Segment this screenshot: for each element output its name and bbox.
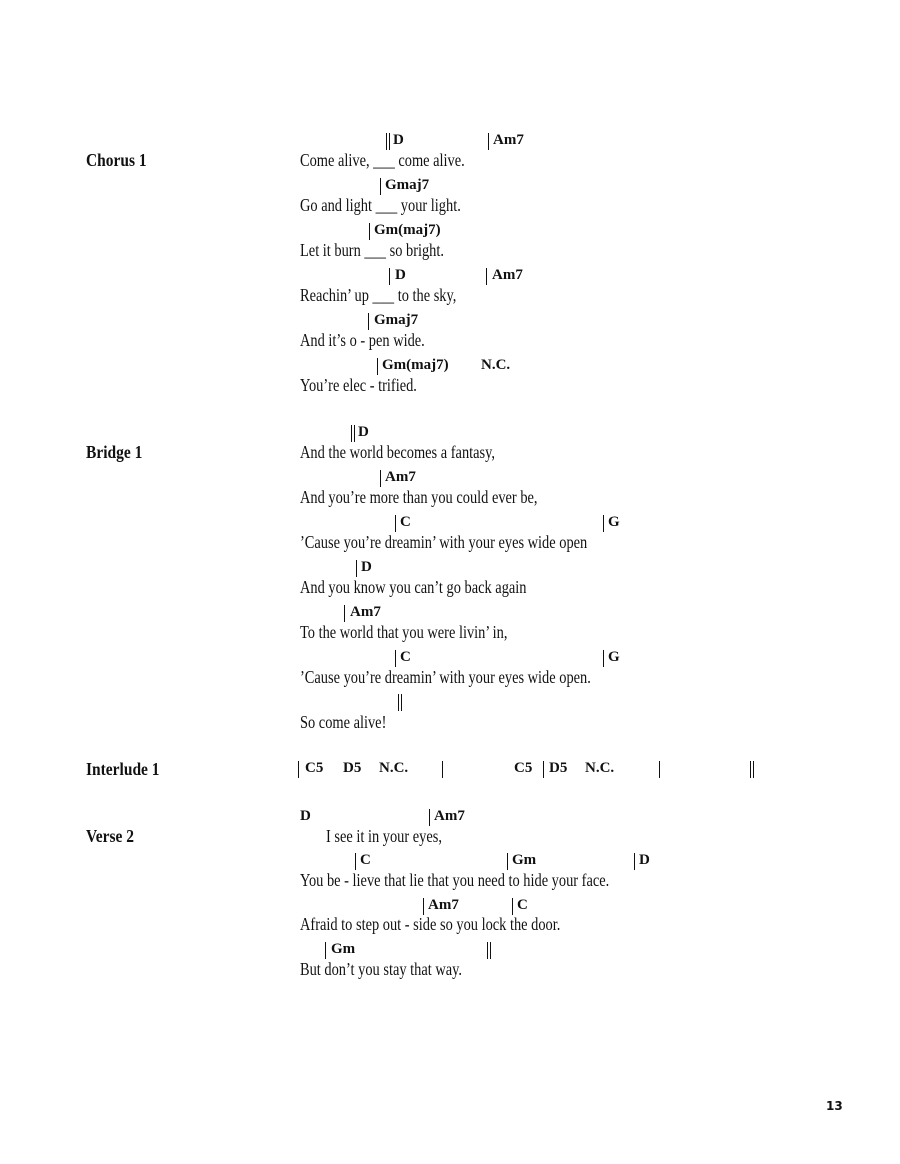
- section-label-bridge-1: Bridge 1: [86, 442, 143, 462]
- chord: D5: [343, 760, 362, 776]
- chord: C: [360, 852, 371, 868]
- chord: D: [395, 267, 406, 283]
- double-barline: [351, 425, 355, 442]
- chord: Am7: [492, 267, 523, 283]
- chord: Gmaj7: [385, 177, 430, 193]
- chord: D: [361, 559, 372, 575]
- chord-no-chord: N.C.: [379, 760, 409, 776]
- chord: Gm: [331, 941, 356, 957]
- chord: C: [517, 897, 528, 913]
- lyric-line: And you know you can’t go back again: [300, 577, 527, 597]
- section-label-chorus-1: Chorus 1: [86, 150, 147, 170]
- lyric-line: To the world that you were livin’ in,: [300, 622, 508, 642]
- barline: [507, 853, 508, 870]
- lyric-line: Let it burn ___ so bright.: [300, 240, 444, 260]
- double-barline: [398, 694, 402, 711]
- lyric-line: But don’t you stay that way.: [300, 959, 462, 979]
- barline: [368, 313, 369, 330]
- lyric-line: Reachin’ up ___ to the sky,: [300, 285, 457, 305]
- barline: [634, 853, 635, 870]
- chord: D: [639, 852, 650, 868]
- lyric-line: So come alive!: [300, 712, 387, 732]
- barline: [603, 650, 604, 667]
- barline: [389, 268, 390, 285]
- barline: [380, 470, 381, 487]
- chord: Gm(maj7): [374, 222, 441, 238]
- barline: [369, 223, 370, 240]
- chord: G: [608, 514, 620, 530]
- barline: [298, 761, 299, 778]
- barline: [486, 268, 487, 285]
- lyric-line: Afraid to step out - side so you lock the door.: [300, 914, 561, 934]
- chord: C: [400, 514, 411, 530]
- barline: [380, 178, 381, 195]
- chord: Am7: [385, 469, 416, 485]
- double-barline: [386, 133, 390, 150]
- barline: [356, 560, 357, 577]
- page-number: 13: [826, 1099, 843, 1113]
- barline: [659, 761, 660, 778]
- chord: D: [393, 132, 404, 148]
- lyric-line: And it’s o - pen wide.: [300, 330, 425, 350]
- chord: D5: [549, 760, 568, 776]
- lyric-line: Come alive, ___ come alive.: [300, 150, 465, 170]
- lyric-line: You’re elec - trified.: [300, 375, 417, 395]
- barline: [377, 358, 378, 375]
- lyric-line: ’Cause you’re dreamin’ with your eyes wide open.: [300, 667, 591, 687]
- lyric-line: And you’re more than you could ever be,: [300, 487, 538, 507]
- chord: Am7: [350, 604, 381, 620]
- chord: C5: [305, 760, 324, 776]
- barline: [543, 761, 544, 778]
- barline: [603, 515, 604, 532]
- lyric-line: ’Cause you’re dreamin’ with your eyes wide open: [300, 532, 588, 552]
- chord: Am7: [493, 132, 524, 148]
- chord: Gm: [512, 852, 537, 868]
- barline: [355, 853, 356, 870]
- barline: [395, 650, 396, 667]
- lyric-line: I see it in your eyes,: [326, 826, 442, 846]
- section-label-interlude-1: Interlude 1: [86, 759, 160, 779]
- barline: [344, 605, 345, 622]
- barline: [395, 515, 396, 532]
- barline: [442, 761, 443, 778]
- chord: Am7: [434, 808, 465, 824]
- chord-no-chord: N.C.: [481, 357, 511, 373]
- chord: C5: [514, 760, 533, 776]
- barline: [512, 898, 513, 915]
- barline: [423, 898, 424, 915]
- lyric-line: Go and light ___ your light.: [300, 195, 461, 215]
- double-barline: [487, 942, 491, 959]
- barline: [488, 133, 489, 150]
- chord: Gmaj7: [374, 312, 419, 328]
- chord: Am7: [428, 897, 459, 913]
- barline: [429, 809, 430, 826]
- final-double-barline: [750, 761, 754, 778]
- chord: G: [608, 649, 620, 665]
- chord: C: [400, 649, 411, 665]
- barline: [325, 942, 326, 959]
- chord: Gm(maj7): [382, 357, 449, 373]
- lyric-line: And the world becomes a fantasy,: [300, 442, 496, 462]
- chord: D: [300, 808, 311, 824]
- lyric-line: You be - lieve that lie that you need to hide your face.: [300, 870, 610, 890]
- chord: D: [358, 424, 369, 440]
- section-label-verse-2: Verse 2: [86, 826, 135, 846]
- chord-no-chord: N.C.: [585, 760, 615, 776]
